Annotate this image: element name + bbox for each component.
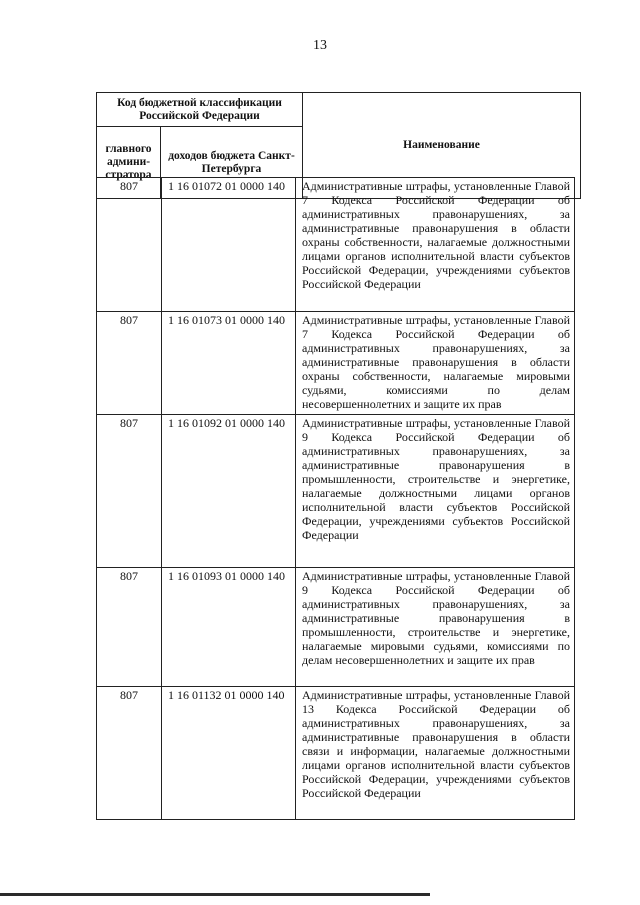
admin-code-cell: 807 xyxy=(97,568,162,687)
income-code-cell: 1 16 01132 01 0000 140 xyxy=(162,687,296,820)
name-cell: Административные штрафы, установленные Главой 9 Кодекса Российской Федерации об административных правонарушениях, за административные правонарушения в промышленности, строительстве и энергетике, налагаемые должностными лицами органов исполнительной власти субъектов Российской Федерации, учреждениями субъектов Российской Федерации xyxy=(296,415,575,568)
classification-table xyxy=(96,177,575,820)
header-admin-col: главного админи-стратора xyxy=(97,127,161,199)
admin-code-cell: 807 xyxy=(97,687,162,820)
income-code-cell: 1 16 01072 01 0000 140 xyxy=(162,178,296,312)
admin-code-cell: 807 xyxy=(97,178,162,312)
name-cell: Административные штрафы, установленные Главой 13 Кодекса Российской Федерации об административных правонарушениях, за административные правонарушения в области связи и информации, налагаемые должностными лицами органов исполнительной власти субъектов Российской Федерации, учреждениями субъектов Российской Федерации xyxy=(296,687,575,820)
page-number: 13 xyxy=(313,38,327,53)
scan-edge-line xyxy=(0,893,430,896)
name-cell: Административные штрафы, установленные Главой 7 Кодекса Российской Федерации об административных правонарушениях, за административные правонарушения в области охраны собственности, налагаемые мировыми судьями, комиссиями по делам несовершеннолетних и защите их прав xyxy=(296,312,575,415)
header-code-group: Код бюджетной классификации Российской Федерации xyxy=(97,93,303,127)
name-cell: Административные штрафы, установленные Главой 9 Кодекса Российской Федерации об административных правонарушениях, за административные правонарушения в промышленности, строительстве и энергетике, налагаемые мировыми судьями, комиссиями по делам несовершеннолетних и защите их прав xyxy=(296,568,575,687)
table-row xyxy=(97,687,575,820)
admin-code-cell: 807 xyxy=(97,312,162,415)
header-name-col: Наименование xyxy=(303,93,581,199)
table-row xyxy=(97,178,575,312)
income-code-cell: 1 16 01073 01 0000 140 xyxy=(162,312,296,415)
admin-code-cell: 807 xyxy=(97,415,162,568)
table-row xyxy=(97,415,575,568)
table-row xyxy=(97,568,575,687)
income-code-cell: 1 16 01093 01 0000 140 xyxy=(162,568,296,687)
table-row xyxy=(97,312,575,415)
name-cell: Административные штрафы, установленные Главой 7 Кодекса Российской Федерации об административных правонарушениях, за административные правонарушения в области охраны собственности, налагаемые должностными лицами органов исполнительной власти субъектов Российской Федерации, учреждениями субъектов Российской Федерации xyxy=(296,178,575,312)
income-code-cell: 1 16 01092 01 0000 140 xyxy=(162,415,296,568)
header-income-col: доходов бюджета Санкт-Петербурга xyxy=(161,127,303,199)
